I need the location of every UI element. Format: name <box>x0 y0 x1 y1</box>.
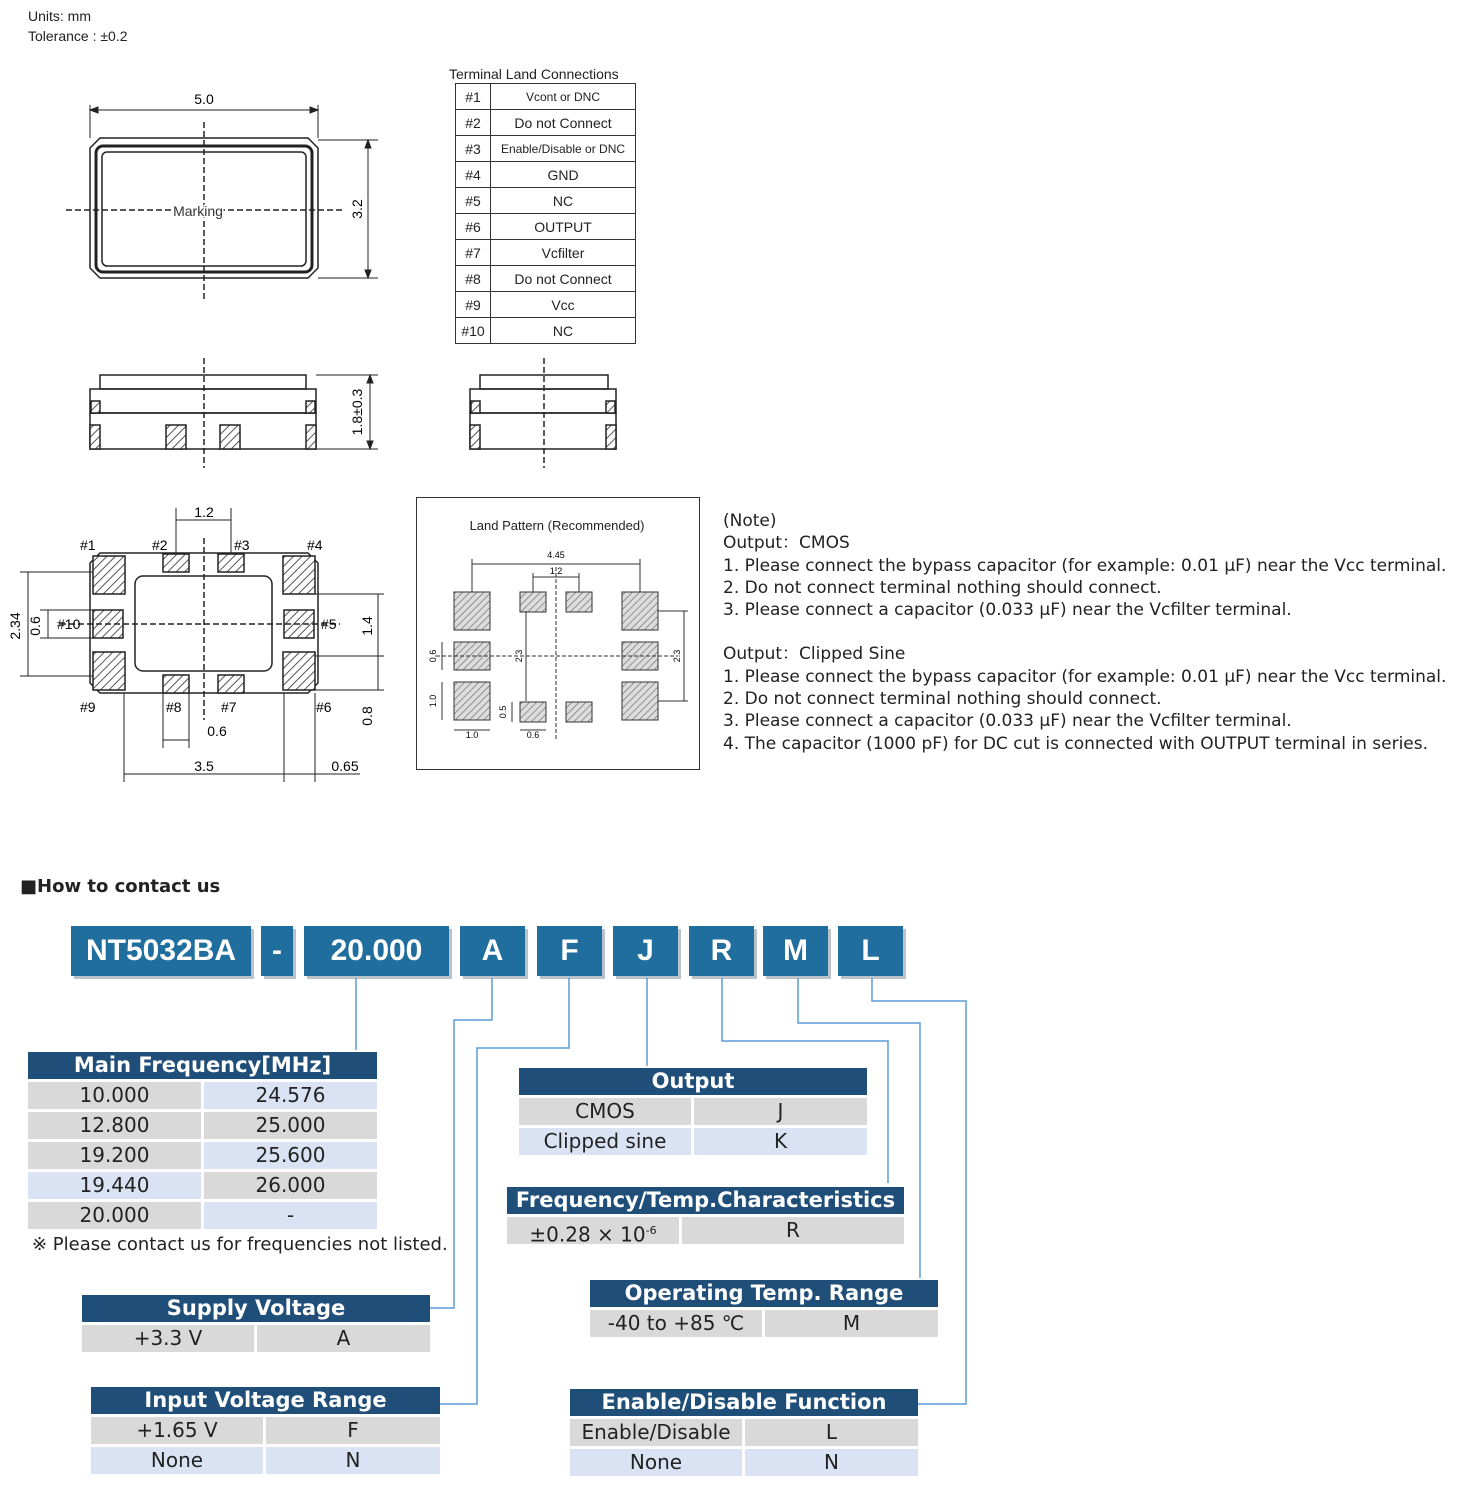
dim-bottom-pad: 0.8 <box>359 706 375 726</box>
enable-disable-table <box>570 1389 918 1476</box>
pin-label: #1 <box>80 537 96 553</box>
freq-temp-table <box>507 1187 904 1247</box>
tolerance-label: Tolerance : ±0.2 <box>28 28 128 44</box>
lp-dim-10v: 1.0 <box>428 694 438 708</box>
part-supply-box: A <box>460 926 525 976</box>
dim-pad-height: 0.6 <box>27 616 43 636</box>
part-freqtemp-box: R <box>689 926 754 976</box>
freq-temp-exp: -6 <box>645 1224 657 1237</box>
pin-label: #6 <box>316 699 332 715</box>
table-row: #6 OUTPUT <box>456 214 636 240</box>
table-row: #9 Vcc <box>456 292 636 318</box>
table-row: 19.200 25.600 <box>28 1142 377 1169</box>
table-row: 10.000 24.576 <box>28 1082 377 1109</box>
pin-label: #5 <box>321 616 337 632</box>
frequency-footnote: ※ Please contact us for frequencies not listed. <box>32 1234 448 1255</box>
freq-temp-title: Frequency/Temp.Characteristics <box>507 1187 904 1214</box>
operating-temp-title: Operating Temp. Range <box>590 1280 938 1307</box>
lp-dim-23a: 2.3 <box>514 649 524 663</box>
pin-label: #2 <box>152 537 168 553</box>
table-row: None N <box>570 1449 918 1476</box>
part-optemp-box: M <box>763 926 828 976</box>
lp-dim-445: 4.45 <box>547 550 565 560</box>
supply-voltage-table <box>82 1295 430 1352</box>
operating-temp-table <box>590 1280 938 1337</box>
table-row: #10 NC <box>456 318 636 344</box>
input-voltage-table <box>91 1387 440 1474</box>
enable-disable-title: Enable/Disable Function <box>570 1389 918 1416</box>
table-row: $\pm 0.28 \times 10^{-6}$ R <box>507 1217 904 1244</box>
dim-span: 3.5 <box>194 758 214 774</box>
note-line: 1. Please connect the bypass capacitor (for example: 0.01 μF) near the Vcc terminal. <box>723 666 1447 687</box>
table-row: #4 GND <box>456 162 636 188</box>
table-row: None N <box>91 1447 440 1474</box>
table-row: #3 Enable/Disable or DNC <box>456 136 636 162</box>
dim-top-width: 5.0 <box>194 91 214 107</box>
dim-pad-pitch: 1.2 <box>194 504 214 520</box>
note-line: 4. The capacitor (1000 pF) for DC cut is connected with OUTPUT terminal in series. <box>723 733 1429 754</box>
freq-temp-value: ±0.28 × 10 <box>529 1222 646 1247</box>
pin-label: #10 <box>57 616 81 632</box>
output-title: Output <box>519 1068 867 1095</box>
table-row: Enable/Disable L <box>570 1419 918 1446</box>
table-row: 12.800 25.000 <box>28 1112 377 1139</box>
table-row: #8 Do not Connect <box>456 266 636 292</box>
lp-dim-05: 0.5 <box>498 705 508 719</box>
part-enable-box: L <box>838 926 903 976</box>
table-row: #5 NC <box>456 188 636 214</box>
part-input-box: F <box>537 926 602 976</box>
main-frequency-table <box>28 1052 377 1229</box>
table-row: +3.3 V A <box>82 1325 430 1352</box>
part-output-box: J <box>613 926 678 976</box>
table-row: #2 Do not Connect <box>456 110 636 136</box>
note-sine-title: Output：Clipped Sine <box>723 644 906 665</box>
lp-dim-23b: 2.3 <box>672 649 682 663</box>
dim-edge: 0.65 <box>331 758 359 774</box>
output-table <box>519 1068 867 1155</box>
dim-side-height: 1.8±0.3 <box>349 388 365 436</box>
dim-inner-height: 1.4 <box>359 616 375 636</box>
dim-total-height: 2.34 <box>7 612 23 640</box>
lp-dim-12: 1.2 <box>549 566 563 576</box>
terminal-table-title: Terminal Land Connections <box>449 66 619 82</box>
table-row: CMOS J <box>519 1098 867 1125</box>
dim-top-height: 3.2 <box>349 199 365 219</box>
dim-pad-width: 0.6 <box>207 723 227 739</box>
contact-heading: ■How to contact us <box>20 876 221 897</box>
marking-label: Marking <box>173 203 223 219</box>
table-row: 19.440 26.000 <box>28 1172 377 1199</box>
note-line: 1. Please connect the bypass capacitor (for example: 0.01 μF) near the Vcc terminal. <box>723 555 1447 576</box>
lp-dim-06h: 0.6 <box>526 730 540 740</box>
pin-label: #8 <box>166 699 182 715</box>
table-row: Clipped sine K <box>519 1128 867 1155</box>
part-frequency-box: 20.000 <box>304 926 449 976</box>
note-cmos-title: Output：CMOS <box>723 533 850 554</box>
lp-dim-06: 0.6 <box>428 649 438 663</box>
main-frequency-title: Main Frequency[MHz] <box>28 1052 377 1079</box>
lp-dim-10h: 1.0 <box>465 730 479 740</box>
pin-label: #3 <box>234 537 250 553</box>
part-series-box: NT5032BA <box>71 926 251 976</box>
note-line: 3. Please connect a capacitor (0.033 μF) near the Vcfilter terminal. <box>723 711 1292 732</box>
table-row: 20.000 - <box>28 1202 377 1229</box>
units-label: Units: mm <box>28 8 91 24</box>
table-row: #1 Vcont or DNC <box>456 84 636 110</box>
note-line: 2. Do not connect terminal nothing should connect. <box>723 689 1162 710</box>
table-row: #7 Vcfilter <box>456 240 636 266</box>
note-line: 2. Do not connect terminal nothing should connect. <box>723 577 1162 598</box>
pin-label: #7 <box>221 699 237 715</box>
pin-label: #9 <box>80 699 96 715</box>
part-dash-box: - <box>261 926 293 976</box>
table-row: -40 to +85 ℃ M <box>590 1310 938 1337</box>
table-row: +1.65 V F <box>91 1417 440 1444</box>
input-voltage-title: Input Voltage Range <box>91 1387 440 1414</box>
note-label: (Note) <box>723 511 777 531</box>
supply-voltage-title: Supply Voltage <box>82 1295 430 1322</box>
note-line: 3. Please connect a capacitor (0.033 μF) near the Vcfilter terminal. <box>723 600 1292 621</box>
pin-label: #4 <box>307 537 323 553</box>
land-pattern-title: Land Pattern (Recommended) <box>469 518 645 533</box>
